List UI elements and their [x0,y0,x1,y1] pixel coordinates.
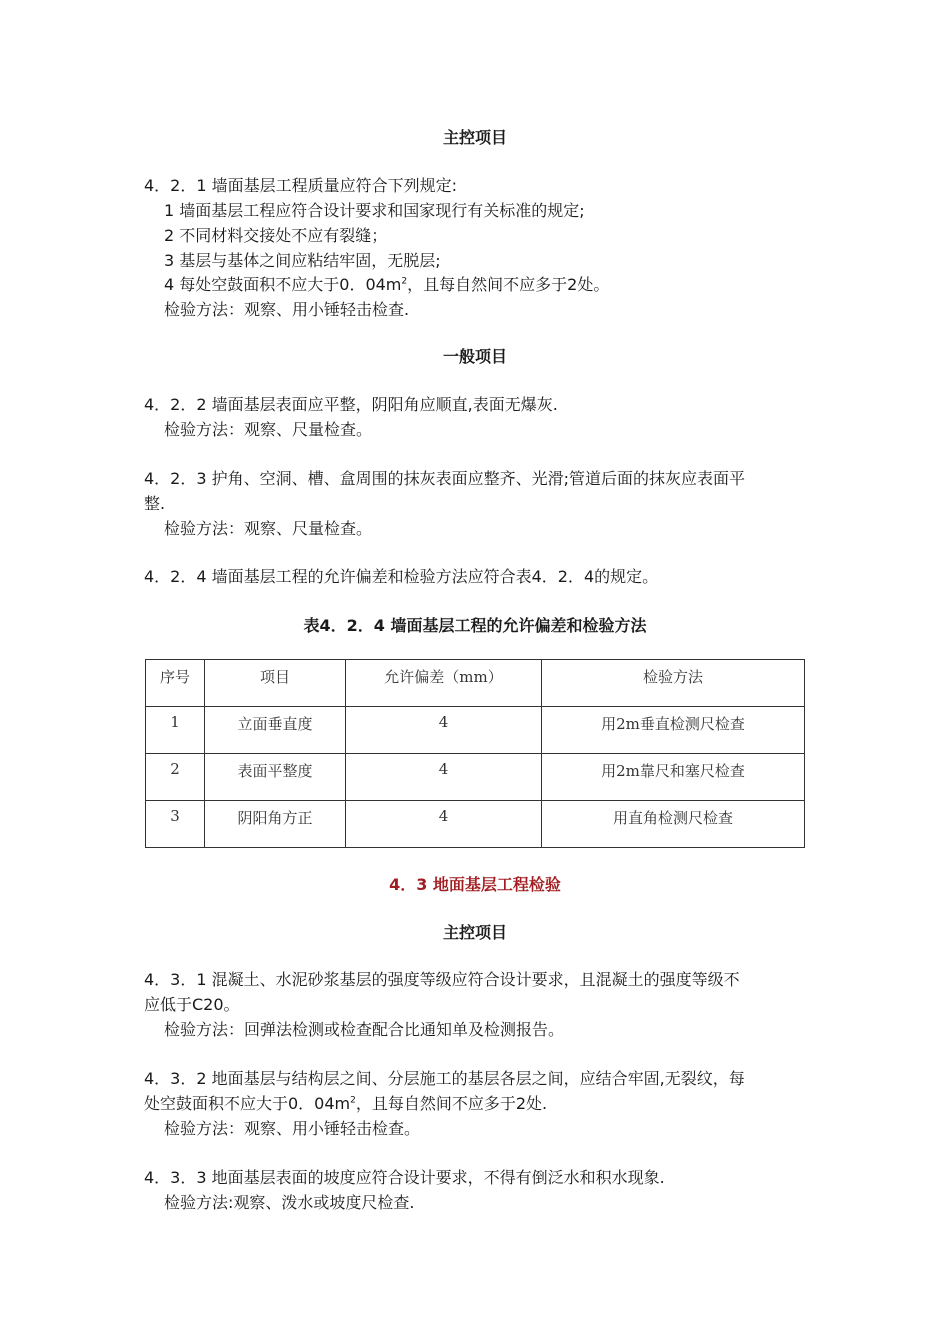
clause-4-2-1-item-2: 2 不同材料交接处不应有裂缝； [164,226,388,245]
clause-4-2-2-method: 检验方法：观察、尺量检查。 [164,420,373,439]
table-caption: 表4．2．4 墙面基层工程的允许偏差和检验方法 [303,616,647,635]
clause-4-3-2-line-2: 处空鼓面积不应大于0．$04m^2$，且每自然间不应多于2处. [144,1094,548,1113]
section-heading-general: 一般项目 [442,347,507,366]
cell-tolerance: 4 [346,707,542,754]
clause-4-3-2-line-1: 4．3．2 地面基层与结构层之间、分层施工的基层各层之间，应结合牢固,无裂纹，每 [144,1069,745,1088]
table-row [146,754,805,801]
table-row [146,801,805,848]
clause-4-2-2-title: 4．2．2 墙面基层表面应平整，阴阳角应顺直,表面无爆灰. [144,395,558,414]
header-cell-method: 检验方法 [542,660,805,707]
cell-item: 阴阳角方正 [205,801,346,848]
cell-method: 用2m靠尺和塞尺检查 [542,754,805,801]
cell-seq: 3 [146,801,205,848]
clause-4-3-3-method: 检验方法:观察、泼水或坡度尺检查. [164,1193,415,1212]
header-cell-item: 项目 [205,660,346,707]
cell-tolerance: 4 [346,801,542,848]
section-heading-main-control: 主控项目 [442,128,507,147]
clause-4-3-3-title: 4．3．3 地面基层表面的坡度应符合设计要求，不得有倒泛水和积水现象. [144,1168,665,1187]
clause-4-3-2-method: 检验方法：观察、用小锤轻击检查。 [164,1119,421,1138]
clause-4-3-1-method: 检验方法：回弹法检测或检查配合比通知单及检测报告。 [164,1020,565,1039]
header-cell-seq: 序号 [146,660,205,707]
table-row [146,707,805,754]
tolerance-table [145,659,805,848]
table-header-row [146,660,805,707]
cell-tolerance: 4 [346,754,542,801]
clause-4-2-3-line-1: 4．2．3 护角、空洞、槽、盒周围的抹灰表面应整齐、光滑;管道后面的抹灰应表面平 [144,469,746,488]
cell-method: 用2m垂直检测尺检查 [542,707,805,754]
clause-4-3-1-line-1: 4．3．1 混凝土、水泥砂浆基层的强度等级应符合设计要求，且混凝土的强度等级不 [144,970,740,989]
clause-4-2-1-title: 4．2．1 墙面基层工程质量应符合下列规定: [144,176,458,195]
cell-seq: 2 [146,754,205,801]
section-heading-main-control-2: 主控项目 [442,923,507,942]
cell-item: 表面平整度 [205,754,346,801]
clause-4-2-1-item-3: 3 基层与基体之间应粘结牢固，无脱层; [164,251,441,270]
section-4-3-heading: 4．3 地面基层工程检验 [389,875,561,894]
cell-item: 立面垂直度 [205,707,346,754]
cell-method: 用直角检测尺检查 [542,801,805,848]
clause-4-2-3-line-2: 整. [144,494,166,513]
clause-4-2-1-item-4: 4 每处空鼓面积不应大于0．$04m^2$，且每自然间不应多于2处。 [164,275,610,294]
header-cell-tolerance: 允许偏差（mm） [346,660,542,707]
clause-4-2-3-method: 检验方法：观察、尺量检查。 [164,519,373,538]
clause-4-2-1-method: 检验方法：观察、用小锤轻击检查. [164,300,410,319]
clause-4-2-1-item-1: 1 墙面基层工程应符合设计要求和国家现行有关标准的规定; [164,201,585,220]
clause-4-3-1-line-2: 应低于C20。 [144,995,240,1014]
cell-seq: 1 [146,707,205,754]
clause-4-2-4-title: 4．2．4 墙面基层工程的允许偏差和检验方法应符合表4．2．4的规定。 [144,567,659,586]
